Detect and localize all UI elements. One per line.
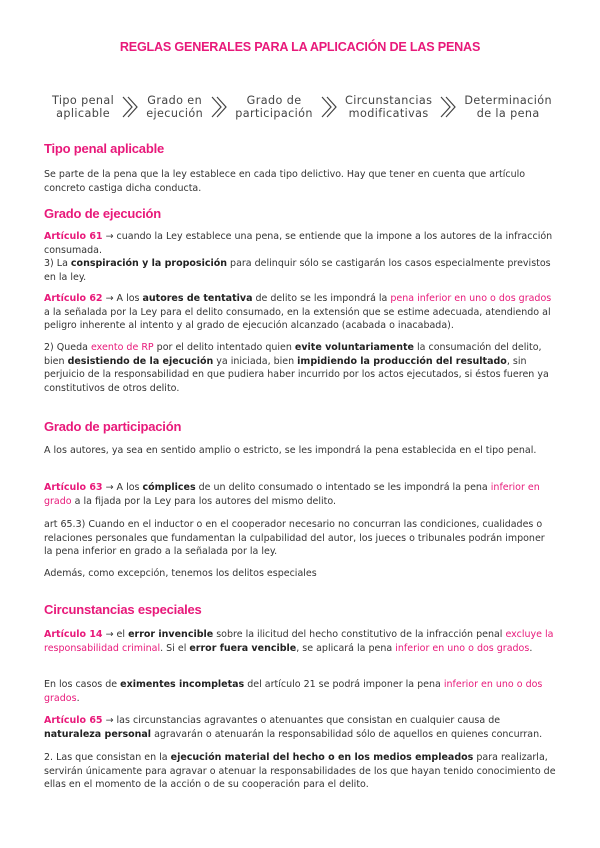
paragraph: Se parte de la pena que la ley establece en cada tipo delictivo. Hay que tener en cuenta que artículo concreto castiga dicha conducta.	[44, 169, 526, 194]
article-ref: Artículo 63	[44, 482, 103, 493]
flow-step-line: Grado de	[246, 93, 302, 107]
bold-term: conspiración y la proposición	[70, 258, 228, 270]
highlight: inferior en uno o dos grados	[44, 679, 543, 704]
article-ref: Artículo 65	[44, 715, 103, 726]
text: a la fijada por la Ley para los autores del mismo delito.	[71, 495, 337, 507]
flow-step-line: participación	[235, 107, 313, 120]
paragraph	[44, 341, 556, 395]
article-ref: Artículo 62	[44, 293, 103, 304]
bold-term: error invencible	[128, 629, 214, 640]
flow-step-determinacion	[464, 94, 552, 121]
text: 3) La	[44, 258, 71, 270]
text: , sin perjuicio de la responsabilidad en que pudiera haber incurrido por los actos ejecutados, si éstos fueren ya constitutivos de otros delito.	[44, 355, 549, 394]
text: .	[76, 692, 80, 704]
highlight: inferior en uno o dos grados	[395, 642, 530, 654]
chevron-right-icon	[210, 95, 228, 119]
text: → las circunstancias agravantes o atenuantes que consistan en cualquier causa de	[102, 715, 501, 726]
text: → A los	[102, 293, 143, 304]
text: para realizarla, servirán únicamente para agravar o atenuar la responsabilidades de los que hayan tenido conocimiento de ellas en el momento de la acción o de su cooperación para el delito.	[44, 752, 556, 791]
text: agravarán o atenuarán la responsabilidad sólo de aquellos en quienes concurran.	[151, 728, 543, 740]
bold-term: cómplices	[142, 482, 196, 493]
highlight: inferior en grado	[44, 482, 540, 507]
highlight: exento de RP	[91, 342, 154, 353]
paragraph: art 65.3) Cuando en el inductor o en el cooperador necesario no concurran las condiciones, cualidades o relaciones personales que fundamentan la culpabilidad del autor, los jueces o tribunales podrán imponer la pena inferior en grado a la señalada por la ley.	[44, 519, 545, 558]
text: de un delito consumado o intentado se les impondrá la pena	[195, 482, 491, 493]
text: 2. Las que consistan en la	[44, 752, 171, 763]
flow-step-tipo-penal	[52, 94, 114, 121]
article-ref: Artículo 61	[44, 231, 103, 242]
section-heading-grado-participacion: Grado de participación	[44, 419, 182, 434]
text: .	[529, 642, 533, 654]
text: por el delito intentado quien	[153, 342, 295, 353]
text: . Si el	[160, 642, 190, 654]
text: → cuando la Ley establece una pena, se entiende que la impone a los autores de la infracción consumada.	[44, 231, 553, 256]
text: de delito se les impondrá la	[252, 293, 391, 304]
text: En los casos de	[44, 679, 121, 690]
flow-step-line: Circunstancias	[345, 93, 433, 107]
flow-step-line: modificativas	[348, 107, 429, 120]
paragraph	[44, 751, 556, 792]
paragraph: A los autores, ya sea en sentido amplio o estricto, se les impondrá la pena establecida en el tipo penal.	[44, 445, 537, 456]
text: para delinquir sólo se castigarán los casos especialmente previstos en la ley.	[44, 258, 551, 283]
paragraph	[44, 678, 556, 705]
bold-term: error fuera vencible	[189, 642, 297, 654]
text: , se aplicará la pena	[296, 642, 396, 654]
chevron-right-icon	[439, 95, 457, 119]
section-heading-grado-ejecucion: Grado de ejecución	[44, 206, 162, 221]
text: sobre la ilicitud del hecho constitutivo de la infracción penal	[213, 629, 506, 640]
chevron-right-icon	[320, 95, 338, 119]
flow-step-line: Grado en	[147, 93, 203, 107]
flow-step-grado-participacion	[235, 94, 313, 121]
page-title: REGLAS GENERALES PARA LA APLICACIÓN DE LAS PENAS	[119, 40, 481, 54]
section-heading-tipo-penal: Tipo penal aplicable	[44, 141, 165, 156]
bold-term: impidiendo la producción del resultado	[297, 355, 507, 367]
flow-step-circunstancias	[345, 94, 432, 121]
text: del artículo 21 se podrá imponer la pena	[244, 679, 444, 690]
paragraph-articulo-63	[44, 481, 556, 508]
paragraph-articulo-62	[44, 292, 556, 333]
process-flow	[52, 90, 552, 124]
section-heading-circunstancias: Circunstancias especiales	[44, 602, 202, 617]
flow-step-line: ejecución	[146, 107, 204, 120]
text: 2) Queda	[44, 342, 91, 353]
bold-term: naturaleza personal	[44, 728, 152, 740]
text: → el	[102, 629, 129, 640]
bold-term: evite voluntariamente	[294, 342, 414, 353]
flow-step-line: de la pena	[476, 107, 540, 120]
flow-step-line: Tipo penal	[52, 93, 115, 107]
flow-step-grado-ejecucion	[146, 94, 203, 121]
bold-term: ejecución material del hecho o en los medios empleados	[170, 752, 474, 763]
highlight: pena inferior en uno o dos grados	[390, 293, 552, 304]
text: ya iniciada, bien	[213, 355, 298, 367]
bold-term: autores de tentativa	[142, 293, 253, 304]
article-ref: Artículo 14	[44, 629, 103, 640]
paragraph: Además, como excepción, tenemos los delitos especiales	[44, 568, 317, 579]
text: a la señalada por la Ley para el delito consumado, en la extensión que se estime adecuada, atendiendo al peligro inherente al intento y al grado de ejecución alcanzado (acabada o inacabada).	[44, 306, 551, 332]
flow-step-line: Determinación	[464, 93, 552, 107]
paragraph-articulo-14	[44, 628, 556, 655]
text: la consumación del delito, bien	[44, 342, 542, 367]
highlight: excluye la responsabilidad criminal	[44, 629, 554, 654]
flow-step-line: aplicable	[56, 107, 110, 120]
text: → A los	[102, 482, 143, 493]
bold-term: eximentes incompletas	[120, 679, 245, 690]
paragraph-articulo-65	[44, 714, 556, 741]
chevron-right-icon	[121, 95, 139, 119]
bold-term: desistiendo de la ejecución	[67, 355, 214, 367]
paragraph-articulo-61	[44, 230, 556, 284]
